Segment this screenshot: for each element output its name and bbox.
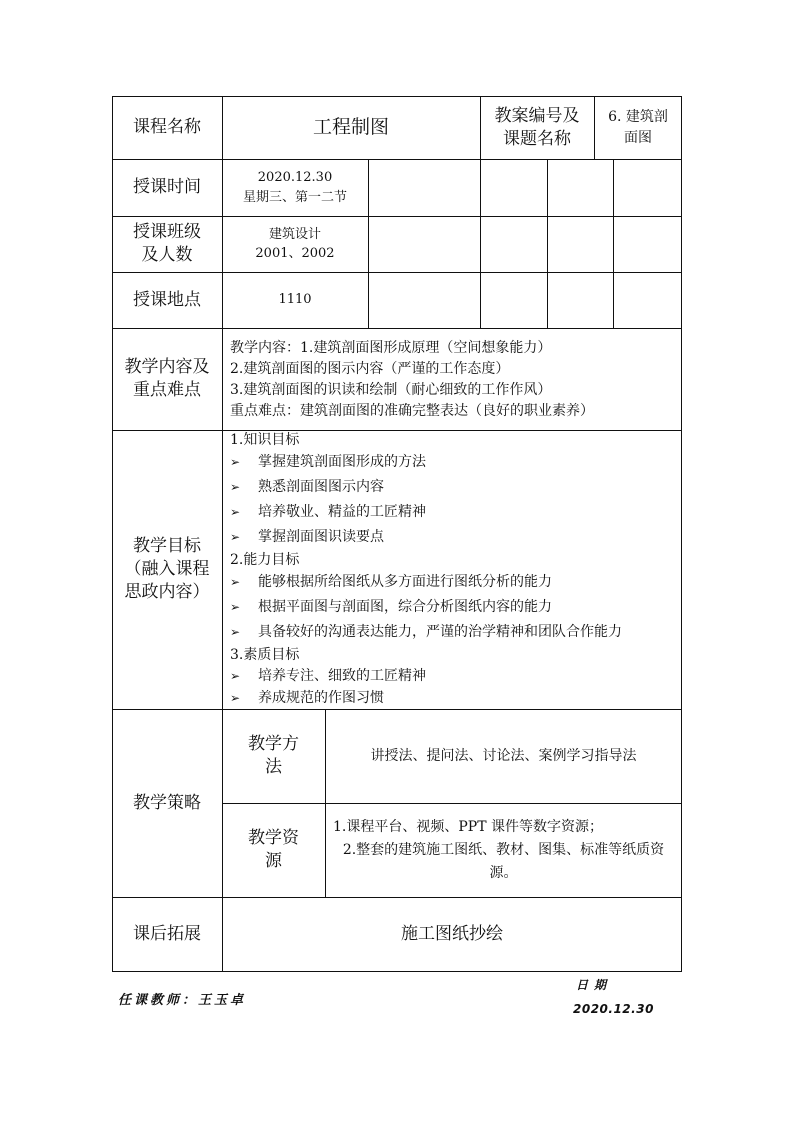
objectives-label: 教学目标（融入课程思政内容） [124,536,210,602]
content-line: 教学内容：1.建筑剖面图形成原理（空间想象能力） [230,340,552,356]
arrow-bullet-icon: ➢ [230,480,241,494]
objectives-list [230,430,680,709]
date-value: 2020.12.30 [573,1002,654,1016]
time-date: 2020.12.30 [257,170,333,185]
time-detail: 星期三、第一二节 [242,189,347,205]
col-divider [594,96,595,159]
method-value: 讲授法、提问法、讨论法、案例学习指导法 [370,747,637,764]
content-label: 教学内容及重点难点 [124,357,210,400]
arrow-bullet-icon: ➢ [230,505,241,519]
extension-value: 施工图纸抄绘 [401,924,503,945]
quality-title: 3.素质目标 [230,647,300,663]
list-item: ➢ 熟悉剖面图图示内容 [230,475,680,500]
content-line: 3.建筑剖面图的识读和绘制（耐心细致的工作作风） [230,382,552,398]
class-label: 授课班级及人数 [133,222,201,265]
course-name-label: 课程名称 [133,117,201,138]
method-label: 教学方法 [248,734,299,777]
resource-label: 教学资源 [248,828,299,871]
resource-line: 2.整套的建筑施工图纸、教材、图集、标准等纸质资源。 [342,841,665,881]
arrow-bullet-icon: ➢ [230,575,241,589]
list-item: ➢ 培养敬业、精益的工匠精神 [230,500,680,525]
plan-number-label: 教案编号及课题名称 [494,105,580,149]
col-divider [480,96,481,328]
list-item: ➢ 培养专注、细致的工匠精神 [230,665,680,687]
content-lines [230,338,680,422]
list-item: ➢ 具备较好的沟通表达能力，严谨的治学精神和团队合作能力 [230,620,680,645]
content-line: 重点难点：建筑剖面图的准确完整表达（良好的职业素养） [230,403,594,419]
list-item: ➢ 养成规范的作图习惯 [230,687,680,709]
strategy-label: 教学策略 [133,792,201,813]
location-label: 授课地点 [133,289,201,310]
arrow-bullet-icon: ➢ [230,530,241,544]
location-value: 1110 [278,292,312,308]
time-label: 授课时间 [133,177,201,198]
ability-title: 2.能力目标 [230,552,300,568]
course-name-value: 工程制图 [312,115,389,138]
resource-line: 1.课程平台、视频、PPT 课件等数字资源； [333,818,603,835]
col-divider [613,159,614,328]
arrow-bullet-icon: ➢ [230,669,241,683]
arrow-bullet-icon: ➢ [230,455,241,469]
time-value [222,159,368,216]
class-value [222,216,368,272]
knowledge-title: 1.知识目标 [230,432,300,448]
class-name: 建筑设计 [268,226,321,242]
content-line: 2.建筑剖面图的图示内容（严谨的工作态度） [230,361,510,377]
arrow-bullet-icon: ➢ [230,691,241,705]
arrow-bullet-icon: ➢ [230,625,241,639]
date-label: 日期 [576,978,613,992]
teacher-signature: 任课教师：王玉卓 [118,993,247,1008]
plan-number-value: 6. 建筑剖面图 [608,108,668,146]
list-item: ➢ 掌握建筑剖面图形成的方法 [230,450,680,475]
extension-label: 课后拓展 [133,924,201,945]
list-item: ➢ 根据平面图与剖面图，综合分析图纸内容的能力 [230,595,680,620]
class-numbers: 2001、2002 [255,246,335,261]
resource-value [325,803,682,897]
list-item: ➢ 能够根据所给图纸从多方面进行图纸分析的能力 [230,570,680,595]
col-divider [547,159,548,328]
list-item: ➢ 掌握剖面图识读要点 [230,525,680,550]
col-divider [368,159,369,328]
arrow-bullet-icon: ➢ [230,600,241,614]
